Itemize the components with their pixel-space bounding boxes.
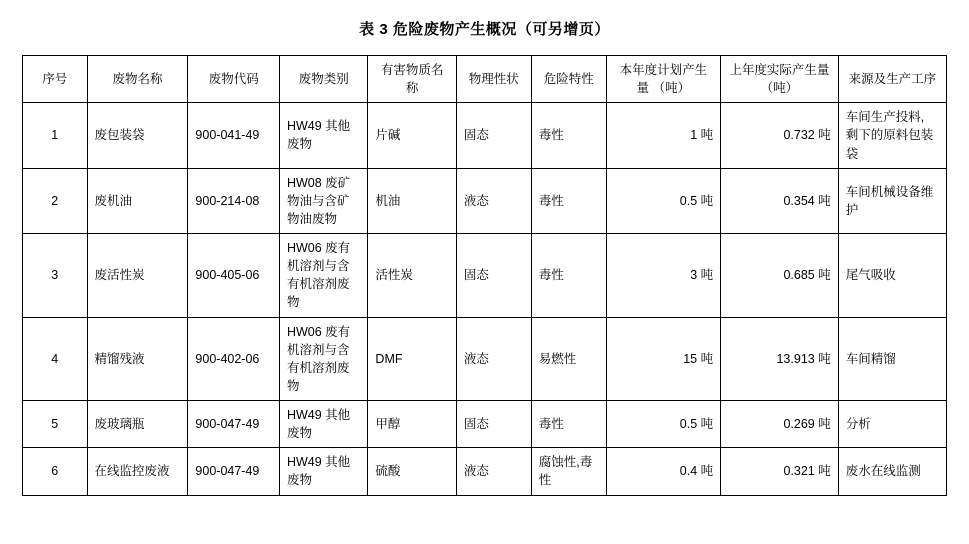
column-header-plan-amount: 本年度计划产生量 （吨） bbox=[606, 56, 720, 103]
cell-plan-amount: 3 吨 bbox=[606, 234, 720, 318]
cell-code: 900-214-08 bbox=[188, 168, 280, 233]
table-row bbox=[23, 234, 947, 318]
hazardous-waste-table bbox=[22, 55, 947, 496]
cell-plan-amount: 15 吨 bbox=[606, 317, 720, 401]
cell-state: 固态 bbox=[456, 103, 531, 168]
cell-category: HW06 废有机溶剂与含有机溶剂废物 bbox=[279, 317, 367, 401]
cell-source: 车间精馏 bbox=[838, 317, 946, 401]
cell-name: 精馏残液 bbox=[87, 317, 188, 401]
cell-code: 900-041-49 bbox=[188, 103, 280, 168]
cell-hazard: 毒性 bbox=[531, 103, 606, 168]
cell-state: 液态 bbox=[456, 317, 531, 401]
cell-plan-amount: 0.4 吨 bbox=[606, 448, 720, 495]
cell-source: 尾气吸收 bbox=[838, 234, 946, 318]
cell-plan-amount: 1 吨 bbox=[606, 103, 720, 168]
column-header-name: 废物名称 bbox=[87, 56, 188, 103]
cell-substance: 活性炭 bbox=[368, 234, 456, 318]
cell-code: 900-047-49 bbox=[188, 448, 280, 495]
cell-category: HW49 其他废物 bbox=[279, 103, 367, 168]
cell-state: 固态 bbox=[456, 401, 531, 448]
table-row bbox=[23, 448, 947, 495]
cell-actual-amount: 0.685 吨 bbox=[721, 234, 839, 318]
cell-name: 废玻璃瓶 bbox=[87, 401, 188, 448]
cell-category: HW06 废有机溶剂与含有机溶剂废物 bbox=[279, 234, 367, 318]
cell-plan-amount: 0.5 吨 bbox=[606, 168, 720, 233]
cell-substance: DMF bbox=[368, 317, 456, 401]
table-container bbox=[0, 55, 969, 496]
page-title: 表 3 危险废物产生概况（可另增页） bbox=[359, 21, 610, 38]
cell-name: 废活性炭 bbox=[87, 234, 188, 318]
column-header-state: 物理性状 bbox=[456, 56, 531, 103]
cell-name: 废包装袋 bbox=[87, 103, 188, 168]
column-header-source: 来源及生产工序 bbox=[838, 56, 946, 103]
cell-category: HW08 废矿物油与含矿物油废物 bbox=[279, 168, 367, 233]
cell-actual-amount: 0.354 吨 bbox=[721, 168, 839, 233]
column-header-no: 序号 bbox=[23, 56, 88, 103]
cell-no: 2 bbox=[23, 168, 88, 233]
cell-name: 废机油 bbox=[87, 168, 188, 233]
cell-source: 车间生产投料, 剩下的原料包装袋 bbox=[838, 103, 946, 168]
column-header-code: 废物代码 bbox=[188, 56, 280, 103]
cell-hazard: 毒性 bbox=[531, 401, 606, 448]
cell-state: 固态 bbox=[456, 234, 531, 318]
table-row bbox=[23, 168, 947, 233]
cell-actual-amount: 13.913 吨 bbox=[721, 317, 839, 401]
column-header-substance: 有害物质名称 bbox=[368, 56, 456, 103]
table-row bbox=[23, 317, 947, 401]
cell-no: 4 bbox=[23, 317, 88, 401]
column-header-category: 废物类别 bbox=[279, 56, 367, 103]
cell-source: 分析 bbox=[838, 401, 946, 448]
table-header bbox=[23, 56, 947, 103]
cell-substance: 机油 bbox=[368, 168, 456, 233]
cell-source: 车间机械设备维护 bbox=[838, 168, 946, 233]
table-row bbox=[23, 401, 947, 448]
cell-no: 5 bbox=[23, 401, 88, 448]
cell-actual-amount: 0.269 吨 bbox=[721, 401, 839, 448]
cell-hazard: 腐蚀性,毒性 bbox=[531, 448, 606, 495]
cell-hazard: 易燃性 bbox=[531, 317, 606, 401]
table-row bbox=[23, 103, 947, 168]
column-header-actual-amount: 上年度实际产生量 （吨） bbox=[721, 56, 839, 103]
cell-state: 液态 bbox=[456, 168, 531, 233]
cell-no: 3 bbox=[23, 234, 88, 318]
cell-code: 900-402-06 bbox=[188, 317, 280, 401]
cell-no: 1 bbox=[23, 103, 88, 168]
cell-hazard: 毒性 bbox=[531, 168, 606, 233]
cell-source: 废水在线监测 bbox=[838, 448, 946, 495]
cell-hazard: 毒性 bbox=[531, 234, 606, 318]
cell-code: 900-405-06 bbox=[188, 234, 280, 318]
column-header-hazard: 危险特性 bbox=[531, 56, 606, 103]
cell-category: HW49 其他废物 bbox=[279, 448, 367, 495]
header-row bbox=[23, 56, 947, 103]
cell-actual-amount: 0.321 吨 bbox=[721, 448, 839, 495]
cell-category: HW49 其他废物 bbox=[279, 401, 367, 448]
cell-state: 液态 bbox=[456, 448, 531, 495]
cell-substance: 硫酸 bbox=[368, 448, 456, 495]
table-body bbox=[23, 103, 947, 495]
cell-substance: 片碱 bbox=[368, 103, 456, 168]
cell-plan-amount: 0.5 吨 bbox=[606, 401, 720, 448]
cell-name: 在线监控废液 bbox=[87, 448, 188, 495]
cell-code: 900-047-49 bbox=[188, 401, 280, 448]
cell-actual-amount: 0.732 吨 bbox=[721, 103, 839, 168]
cell-no: 6 bbox=[23, 448, 88, 495]
cell-substance: 甲醇 bbox=[368, 401, 456, 448]
